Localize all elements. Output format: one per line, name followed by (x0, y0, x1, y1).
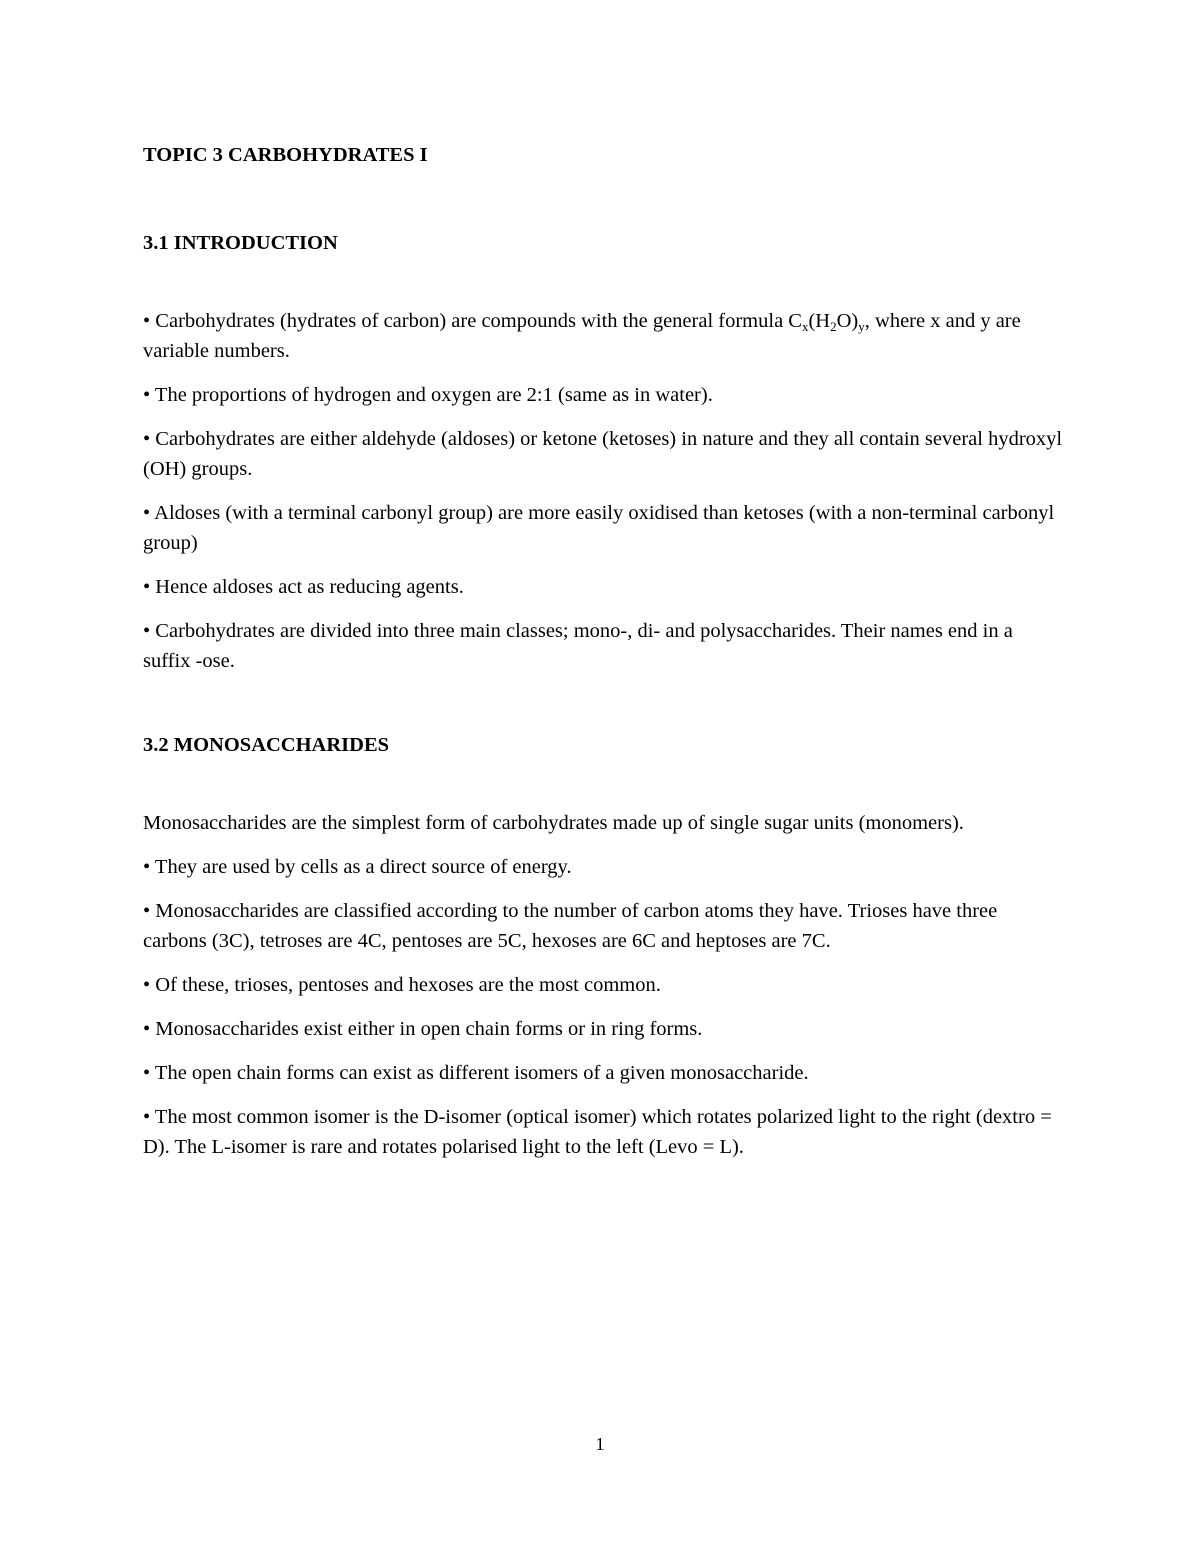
bullet-d-l-isomer: • The most common isomer is the D-isomer (optical isomer) which rotates polarized light to the right (dextro = D). The L-isomer is rare and rotates polarised light to the left (Levo = L). (143, 1106, 1052, 1158)
bullet-proportions: • The proportions of hydrogen and oxygen are 2:1 (same as in water). (143, 384, 713, 406)
bullet-aldehyde-ketone: • Carbohydrates are either aldehyde (aldoses) or ketone (ketoses) in nature and they all contain several hydroxyl (OH) groups. (143, 428, 1063, 480)
bullet-three-classes: • Carbohydrates are divided into three main classes; mono-, di- and polysaccharides. Their names end in a suffix -ose. (143, 620, 1013, 672)
document-title: TOPIC 3 CARBOHYDRATES I (143, 144, 428, 166)
bullet-reducing-agents: • Hence aldoses act as reducing agents. (143, 576, 464, 598)
page-number: 1 (595, 1434, 605, 1454)
monosaccharides-intro: Monosaccharides are the simplest form of carbohydrates made up of single sugar units (monomers). (143, 812, 964, 834)
section-heading-introduction: 3.1 INTRODUCTION (143, 232, 338, 254)
bullet-isomers: • The open chain forms can exist as different isomers of a given monosaccharide. (143, 1062, 809, 1084)
bullet-energy-source: • They are used by cells as a direct source of energy. (143, 856, 572, 878)
bullet-general-formula: • Carbohydrates (hydrates of carbon) are compounds with the general formula $C_x(H_2O)_y$, where x and y are variable numbers. (143, 310, 1021, 362)
section-heading-monosaccharides: 3.2 MONOSACCHARIDES (143, 734, 390, 756)
bullet-aldoses-oxidised: • Aldoses (with a terminal carbonyl group) are more easily oxidised than ketoses (with a non-terminal carbonyl group) (143, 502, 1055, 554)
page-content (143, 140, 1063, 1176)
bullet-classification: • Monosaccharides are classified according to the number of carbon atoms they have. Trioses have three carbons (3C), tetroses are 4C, pentoses are 5C, hexoses are 6C and heptoses are 7C. (143, 900, 998, 952)
bullet-chain-ring-forms: • Monosaccharides exist either in open chain forms or in ring forms. (143, 1018, 703, 1040)
bullet-most-common: • Of these, trioses, pentoses and hexoses are the most common. (143, 974, 661, 996)
